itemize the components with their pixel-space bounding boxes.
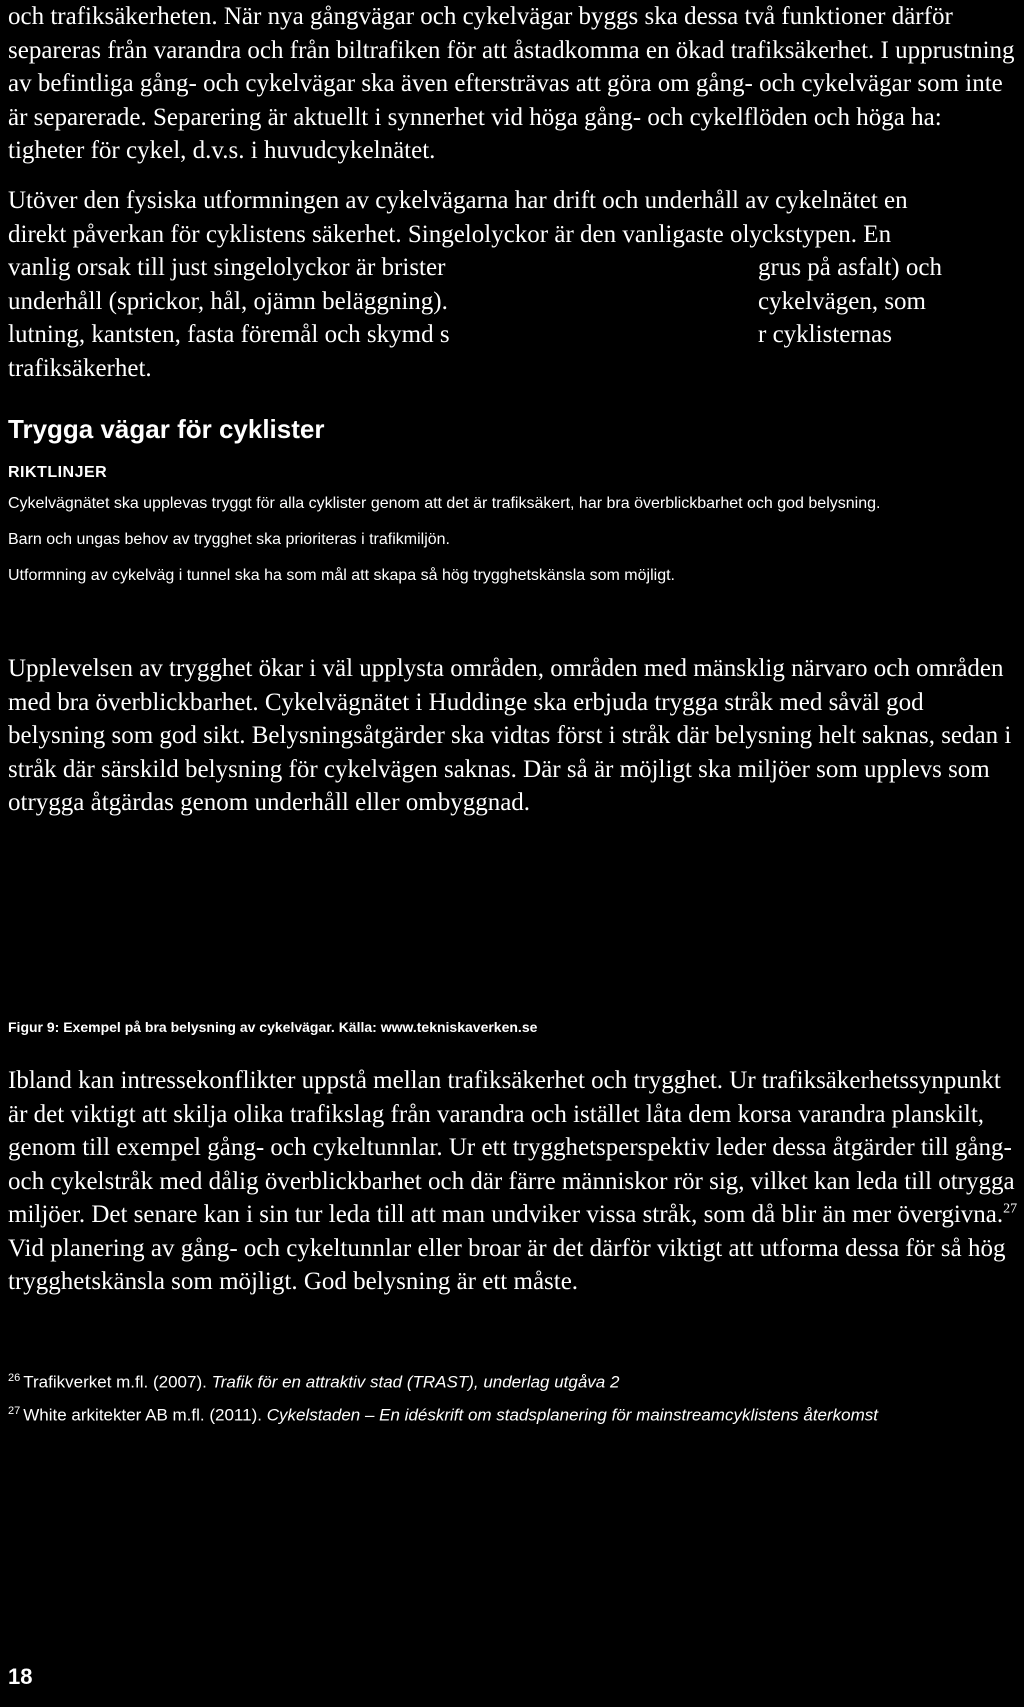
section-heading: Trygga vägar för cyklister (8, 414, 325, 444)
footnote: $^{27}$ White arkitekter AB m.fl. (2011). Cykelstaden – En idéskrift om stadsplanering för mainstreamcyklistens återkomst (8, 1404, 879, 1425)
footnotes (8, 1364, 1018, 1429)
guidelines-list (8, 489, 1018, 597)
paragraph-conflicts: Ibland kan intressekonflikter uppstå mellan trafiksäkerhet och trygghet. Ur trafiksäkerhetssynpunkt är det viktigt att skilja olika trafikslag från varandra och istället låta dem korsa varandra planskilt, genom till exempel gång- och cykeltunnlar. Ur ett trygghetsperspektiv leder dessa åtgärder till gång- och cykelstråk med dålig överblickbarhet och där färre människor rör sig, vilket kan leda till otrygga miljöer. Det senare kan i sin tur leda till att man undviker vissa stråk, som då blir än mer övergivna.$^{27}$ Vid planering av gång- och cykeltunnlar eller broar är det därför viktigt att utforma dessa för så hög trygghetskänsla som möjligt. God belysning är ett måste. (8, 1067, 1018, 1295)
paragraph-maintenance (8, 184, 1018, 385)
footnote-ref: 27 (1003, 1201, 1018, 1217)
guideline-item: Barn och ungas behov av trygghet ska prioriteras i trafikmiljön. (8, 531, 450, 548)
text-line: vanlig orsak till just singelolyckor är brister grus på asfalt) och (8, 254, 942, 281)
text-line: Utöver den fysiska utformningen av cykelvägarna har drift och underhåll av cykelnätet en (8, 187, 908, 214)
page-number: 18 (8, 1664, 33, 1689)
paragraph-safety-perception: Upplevelsen av trygghet ökar i väl upplysta områden, områden med mänsklig närvaro och områden med bra överblickbarhet. Cykelvägnätet i Huddinge ska erbjuda trygga stråk med såväl god belysning som god sikt. Belysningsåtgärder ska vidtas först i stråk där belysning helt saknas, sedan i stråk där särskild belysning för cykelvägen saknas. Där så är möjligt ska miljöer som upplevs som otrygga åtgärdas genom underhåll eller ombyggnad. (8, 655, 1012, 816)
paragraph-separation: och trafiksäkerheten. När nya gångvägar och cykelvägar byggs ska dessa två funktioner därför separeras från varandra och från biltrafiken för att åstadkomma en ökad trafiksäkerhet. I upprustning av befintliga gång- och cykelvägar ska även eftersträvas att göra om gång- och cykelvägar som inte är separerade. Separering är aktuellt i synnerhet vid höga gång- och cykelflöden och höga ha: tigheter för cykel, d.v.s. i huvudcykelnätet. (8, 3, 1015, 164)
guideline-item: Cykelvägnätet ska upplevas tryggt för alla cyklister genom att det är trafiksäkert, har bra överblickbarhet och god belysning. (8, 495, 881, 512)
guideline-item: Utformning av cykelväg i tunnel ska ha som mål att skapa så hög trygghetskänsla som möjligt. (8, 567, 675, 584)
text-line: underhåll (sprickor, hål, ojämn beläggning). cykelvägen, som (8, 287, 927, 315)
text-line: direkt påverkan för cyklistens säkerhet. Singelolyckor är den vanligaste olyckstypen. En (8, 220, 892, 248)
figure-photo (0, 852, 1024, 1012)
figure-caption: Figur 9: Exempel på bra belysning av cykelvägar. Källa: www.tekniskaverken.se (8, 1019, 538, 1035)
text-line: lutning, kantsten, fasta föremål och skymd s r cyklisternas (8, 321, 892, 348)
footnote: $^{26}$ Trafikverket m.fl. (2007). Trafik för en attraktiv stad (TRAST), underlag utgåva 2 (8, 1372, 620, 1392)
guidelines-label: RIKTLINJER (8, 464, 108, 481)
text-line: trafiksäkerhet. (8, 354, 152, 382)
